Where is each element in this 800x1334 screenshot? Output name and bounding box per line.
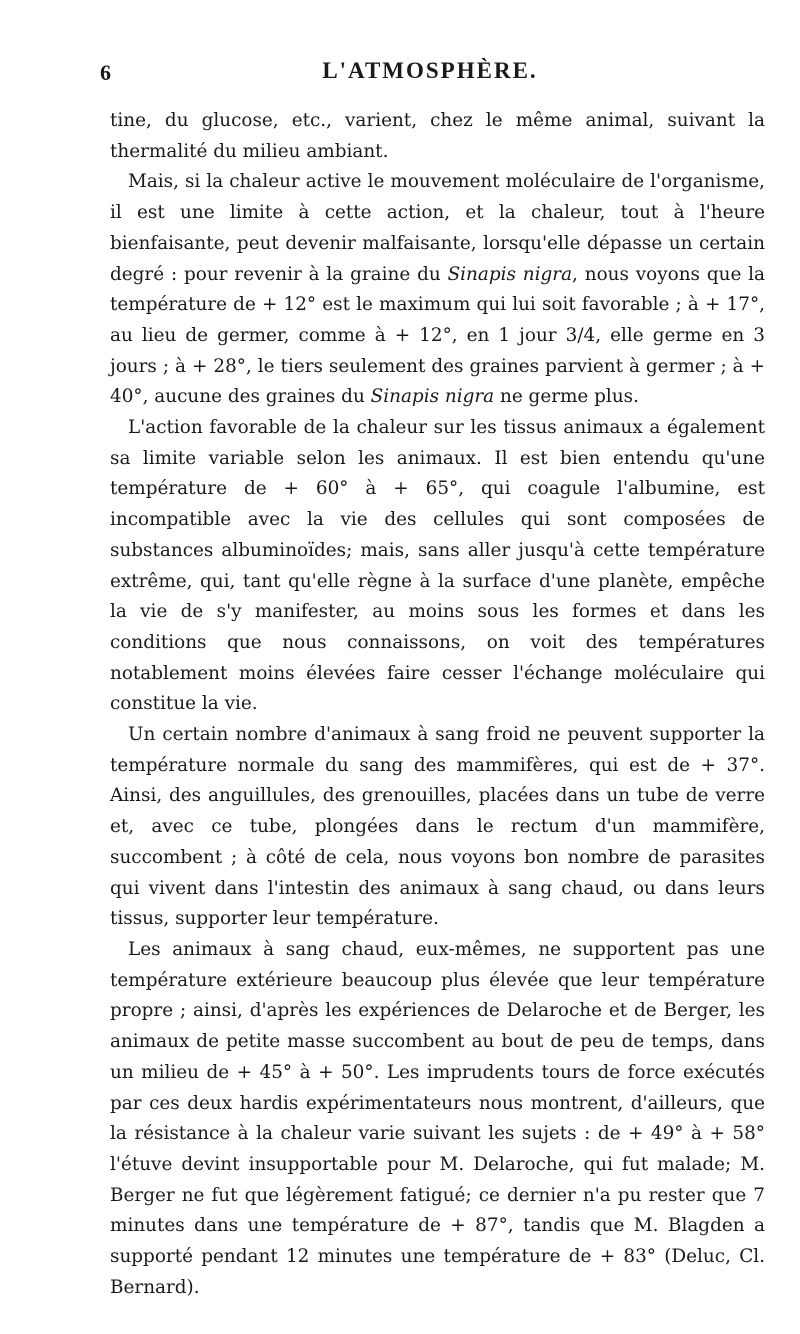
text-run: Un certain nombre d'animaux à sang froid ne peuvent supporter la température normale du sang des mammifères, qui est de + 37°. Ainsi, des anguillules, des grenouilles, placées dans un tube de verre et, avec ce tube, plongées dans le rectum d'un mammifère, succombent ; à côté de cela, nous voyons bon nombre de parasites qui vivent dans l'intestin des animaux à sang chaud, ou dans leurs tissus, supporter leur température.	[110, 724, 765, 930]
text-run: Mais, si la chaleur active le mouvement moléculaire de l'organisme, il est une limite à cette action, et la chaleur, tout à l'heure bienfaisante, peut devenir malfaisante, lorsqu'elle dépasse un certain degré : pour revenir à la graine du	[110, 171, 765, 285]
paragraph-cold-blooded	[110, 720, 765, 935]
paragraph-sinapis	[110, 167, 765, 413]
text-run: Les animaux à sang chaud, eux-mêmes, ne supportent pas une température extérieure beaucoup plus élevée que leur température propre ; ainsi, d'après les expériences de Delaroche et de Berger, les animaux de petite masse succombent au bout de peu de temps, dans un milieu de + 45° à + 50°. Les imprudents tours de force exécutés par ces deux hardis expérimentateurs nous montrent, d'ailleurs, que la résistance à la chaleur varie suivant les sujets : de + 49° à + 58° l'étuve devint insupportable pour M. Delaroche, qui fut malade; M. Berger ne fut que légèrement fatigué; ce dernier n'a pu rester que 7 minutes dans une température de + 87°, tandis que M. Blagden a supporté pendant 12 minutes une température de + 83° (Deluc, Cl. Bernard).	[110, 938, 765, 1298]
text-run: tine, du glucose, etc., varient, chez le même animal, suivant la thermalité du milieu ambiant.	[110, 110, 765, 162]
species-name: Sinapis nigra	[370, 386, 495, 408]
running-head	[100, 52, 760, 92]
running-title: L'ATMOSPHÈRE.	[322, 58, 538, 83]
body-text	[110, 106, 765, 1303]
paragraph-warm-blooded	[110, 935, 765, 1303]
paragraph-continuation	[110, 106, 765, 167]
species-name: Sinapis nigra	[447, 263, 573, 285]
text-run: L'action favorable de la chaleur sur les tissus animaux a également sa limite variable selon les animaux. Il est bien entendu qu'une température de + 60° à + 65°, qui coagule l'albumine, est incompatible avec la vie des cellules qui sont composées de substances albuminoïdes; mais, sans aller jusqu'à cette température extrême, qui, tant qu'elle règne à la surface d'une planète, empêche la vie de s'y manifester, au moins sous les formes et dans les conditions que nous connaissons, on voit des températures notablement moins élevées faire cesser l'échange moléculaire qui constitue la vie.	[110, 417, 765, 715]
page-number: 6	[100, 60, 111, 85]
text-run: , nous voyons que la température de + 12° est le maximum qui lui soit favorable ; à + 17°, au lieu de germer, comme à + 12°, en 1 jour 3/4, elle germe en 3 jours ; à + 28°, le tiers seulement des graines parvient à germer ; à + 40°, aucune des graines du	[110, 263, 766, 408]
text-run: ne germe plus.	[494, 386, 639, 408]
paragraph-tissues	[110, 413, 765, 720]
